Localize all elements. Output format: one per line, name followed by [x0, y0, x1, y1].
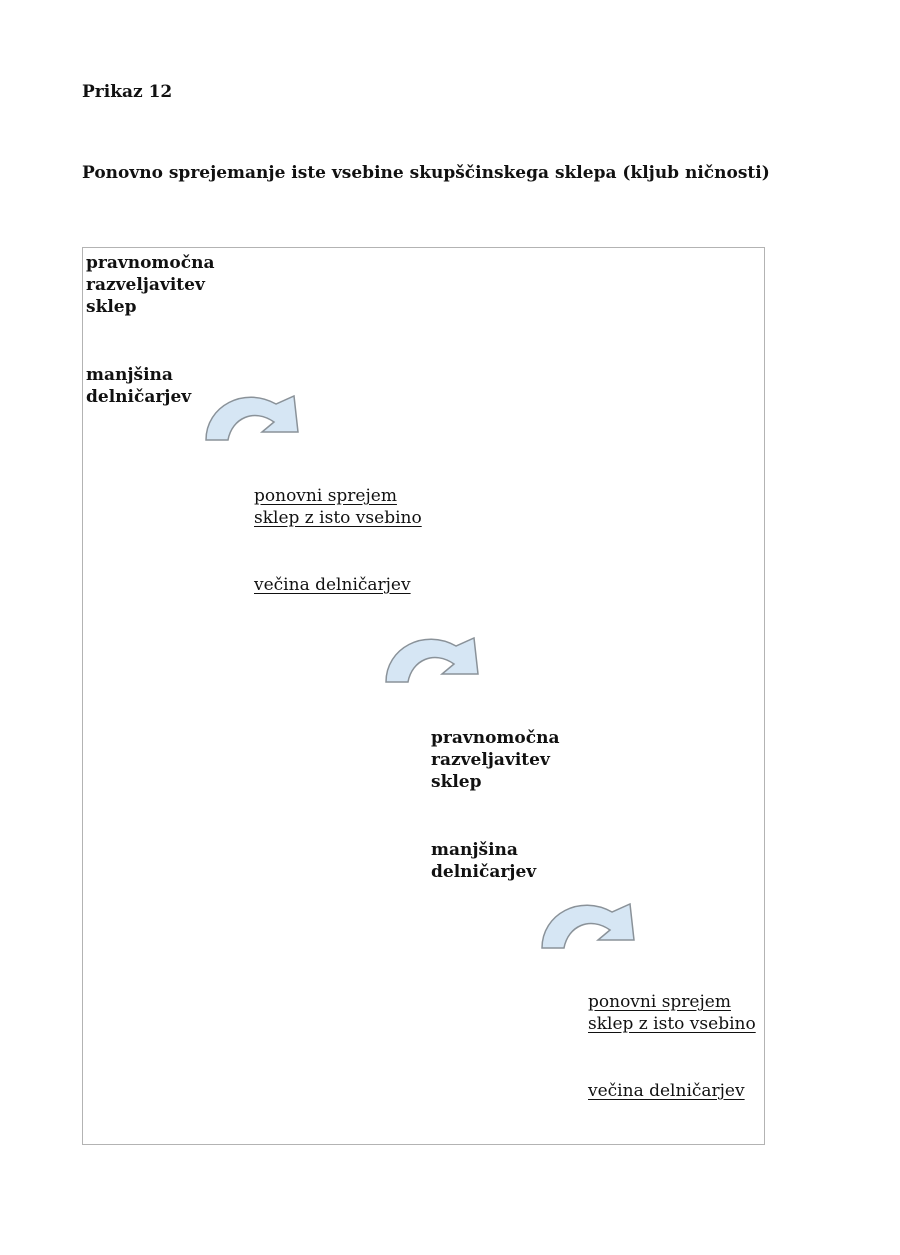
step-1-decision-line: pravnomočna: [86, 253, 215, 273]
step-2-decision-line: sklep z isto vsebino: [254, 508, 422, 528]
curved-arrow-icon: [540, 894, 636, 950]
step-3-decision-line: pravnomočna: [431, 728, 560, 748]
step-3-decision-line: razveljavitev: [431, 750, 550, 770]
step-3-actor-line: delničarjev: [431, 862, 537, 882]
curved-arrow-icon: [204, 386, 300, 442]
step-1-actor-line: delničarjev: [86, 387, 192, 407]
step-2-actor: [254, 574, 411, 596]
step-1-actor: [86, 364, 191, 408]
step-1-decision-line: sklep: [86, 297, 137, 317]
step-4-actor-line: večina delničarjev: [588, 1081, 745, 1101]
figure-label: Prikaz 12: [82, 82, 173, 102]
diagram-title: Ponovno sprejemanje iste vsebine skupščinskega sklepa (kljub ničnosti): [82, 163, 770, 183]
step-2-decision-line: ponovni sprejem: [254, 486, 397, 506]
step-4-decision-line: sklep z isto vsebino: [588, 1014, 756, 1034]
step-4-decision: [588, 991, 756, 1035]
step-1-decision-line: razveljavitev: [86, 275, 205, 295]
step-3-actor: [431, 839, 536, 883]
step-4-actor: [588, 1080, 745, 1102]
curved-arrow-icon: [384, 628, 480, 684]
step-4-decision-line: ponovni sprejem: [588, 992, 731, 1012]
step-2-actor-line: večina delničarjev: [254, 575, 411, 595]
step-1-decision: [86, 252, 215, 318]
step-2-decision: [254, 485, 422, 529]
step-3-decision-line: sklep: [431, 772, 482, 792]
step-3-decision: [431, 727, 560, 793]
step-1-actor-line: manjšina: [86, 365, 173, 385]
step-3-actor-line: manjšina: [431, 840, 518, 860]
